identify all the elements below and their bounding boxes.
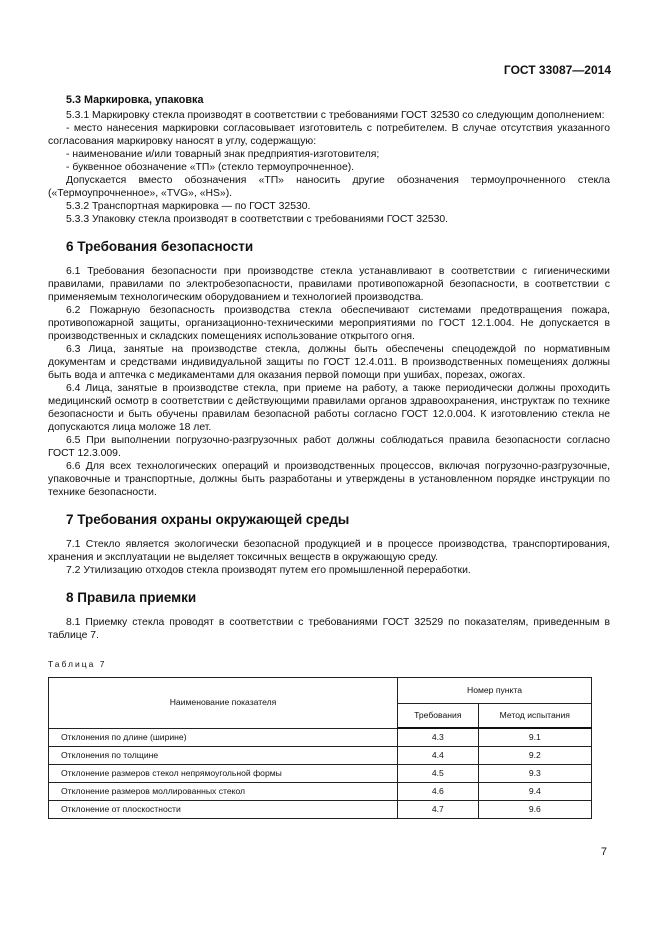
paragraph: - буквенное обозначение «ТП» (стекло термоупрочненное). xyxy=(66,162,355,173)
cell-method: 9.4 xyxy=(478,783,591,801)
cell-method: 9.2 xyxy=(478,747,591,765)
paragraph: 6.5 При выполнении погрузочно-разгрузочных работ должны соблюдаться правила безопасности согласно ГОСТ 12.3.009. xyxy=(48,435,610,459)
table-row xyxy=(49,747,592,765)
cell-name: Отклонения по толщине xyxy=(49,747,398,765)
cell-name: Отклонение размеров моллированных стекол xyxy=(49,783,398,801)
section-6-heading: 6 Требования безопасности xyxy=(66,239,254,254)
page-number: 7 xyxy=(600,846,607,858)
paragraph: 5.3.2 Транспортная маркировка — по ГОСТ 32530. xyxy=(66,201,311,212)
paragraph: 7.1 Стекло является экологически безопасной продукцией и в процессе производства, транспортирования, хранения и эксплуатации не выделяет токсичных веществ в окружающую среду. xyxy=(48,539,610,563)
paragraph: 8.1 Приемку стекла проводят в соответствии с требованиями ГОСТ 32529 по показателям, приведенным в таблице 7. xyxy=(48,617,610,641)
document-code: ГОСТ 33087—2014 xyxy=(503,63,611,77)
cell-req: 4.5 xyxy=(398,765,479,783)
header-group: Номер пункта xyxy=(398,678,592,704)
section-5-3-heading: 5.3 Маркировка, упаковка xyxy=(66,94,204,106)
paragraph: 5.3.1 Маркировку стекла производят в соответствии с требованиями ГОСТ 32530 со следующим дополнением: xyxy=(66,110,605,121)
table-caption: Таблица 7 xyxy=(48,659,107,669)
paragraph: Допускается вместо обозначения «ТП» наносить другие обозначения термоупрочненного стекла («Термоупрочненное», «TVG», «HS»). xyxy=(48,175,610,199)
paragraph: 6.2 Пожарную безопасность производства стекла обеспечивают системами предотвращения пожара, противопожарной защиты, организационно-техническими мероприятиями по ГОСТ 12.1.004. Не допускается в производственных и складских помещениях использование открытого огня. xyxy=(48,305,610,342)
cell-method: 9.3 xyxy=(478,765,591,783)
cell-req: 4.4 xyxy=(398,747,479,765)
header-requirements: Требования xyxy=(398,704,479,729)
table-row xyxy=(49,783,592,801)
paragraph: 6.3 Лица, занятые на производстве стекла, должны быть обеспечены спецодеждой по нормативным документам и средствами индивидуальной защиты по ГОСТ 12.4.011. В производственных помещениях должны быть вода и аптечка с медикаментами для оказания первой помощи при ушибах, порезах, ожогах. xyxy=(48,344,610,381)
paragraph: 6.4 Лица, занятые в производстве стекла, при приеме на работу, а также периодически должны проходить медицинский осмотр в соответствии с действующими правилами органов здравоохранения, инструктаж по технике безопасности и быть обучены правилам безопасной работы согласно ГОСТ 12.0.004. К изготовлению стекла не допускаются лица моложе 18 лет. xyxy=(48,383,610,433)
header-name: Наименование показателя xyxy=(49,678,398,729)
paragraph: 7.2 Утилизацию отходов стекла производят путем его промышленной переработки. xyxy=(66,565,471,576)
cell-method: 9.1 xyxy=(478,728,591,747)
table-row xyxy=(49,801,592,819)
table-row xyxy=(49,765,592,783)
paragraph: 6.1 Требования безопасности при производстве стекла устанавливают в соответствии с гигиеническими правилами, правилами по электробезопасности, правилами противопожарной безопасности, в соответствии с применяемым технологическим оборудованием и технологией производства. xyxy=(48,266,610,303)
acceptance-table xyxy=(48,677,592,819)
cell-req: 4.3 xyxy=(398,728,479,747)
cell-method: 9.6 xyxy=(478,801,591,819)
cell-req: 4.7 xyxy=(398,801,479,819)
page-content xyxy=(48,94,610,819)
paragraph: - наименование и/или товарный знак предприятия-изготовителя; xyxy=(66,149,380,160)
header-method: Метод испытания xyxy=(478,704,591,729)
cell-name: Отклонение от плоскостности xyxy=(49,801,398,819)
paragraph: 5.3.3 Упаковку стекла производят в соответствии с требованиями ГОСТ 32530. xyxy=(66,214,449,225)
cell-req: 4.6 xyxy=(398,783,479,801)
cell-name: Отклонения по длине (ширине) xyxy=(49,728,398,747)
paragraph: - место нанесения маркировки согласовывает изготовитель с потребителем. В случае отсутствия указанного согласования маркировку наносят в углу, содержащую: xyxy=(48,123,610,147)
table-row xyxy=(49,728,592,747)
paragraph: 6.6 Для всех технологических операций и производственных процессов, включая погрузочно-разгрузочные, упаковочные и транспортные, должны быть разработаны и утверждены в установленном порядке инструкции по технике безопасности. xyxy=(48,461,610,498)
section-8-heading: 8 Правила приемки xyxy=(66,590,197,605)
section-7-heading: 7 Требования охраны окружающей среды xyxy=(66,512,350,527)
cell-name: Отклонение размеров стекол непрямоугольной формы xyxy=(49,765,398,783)
